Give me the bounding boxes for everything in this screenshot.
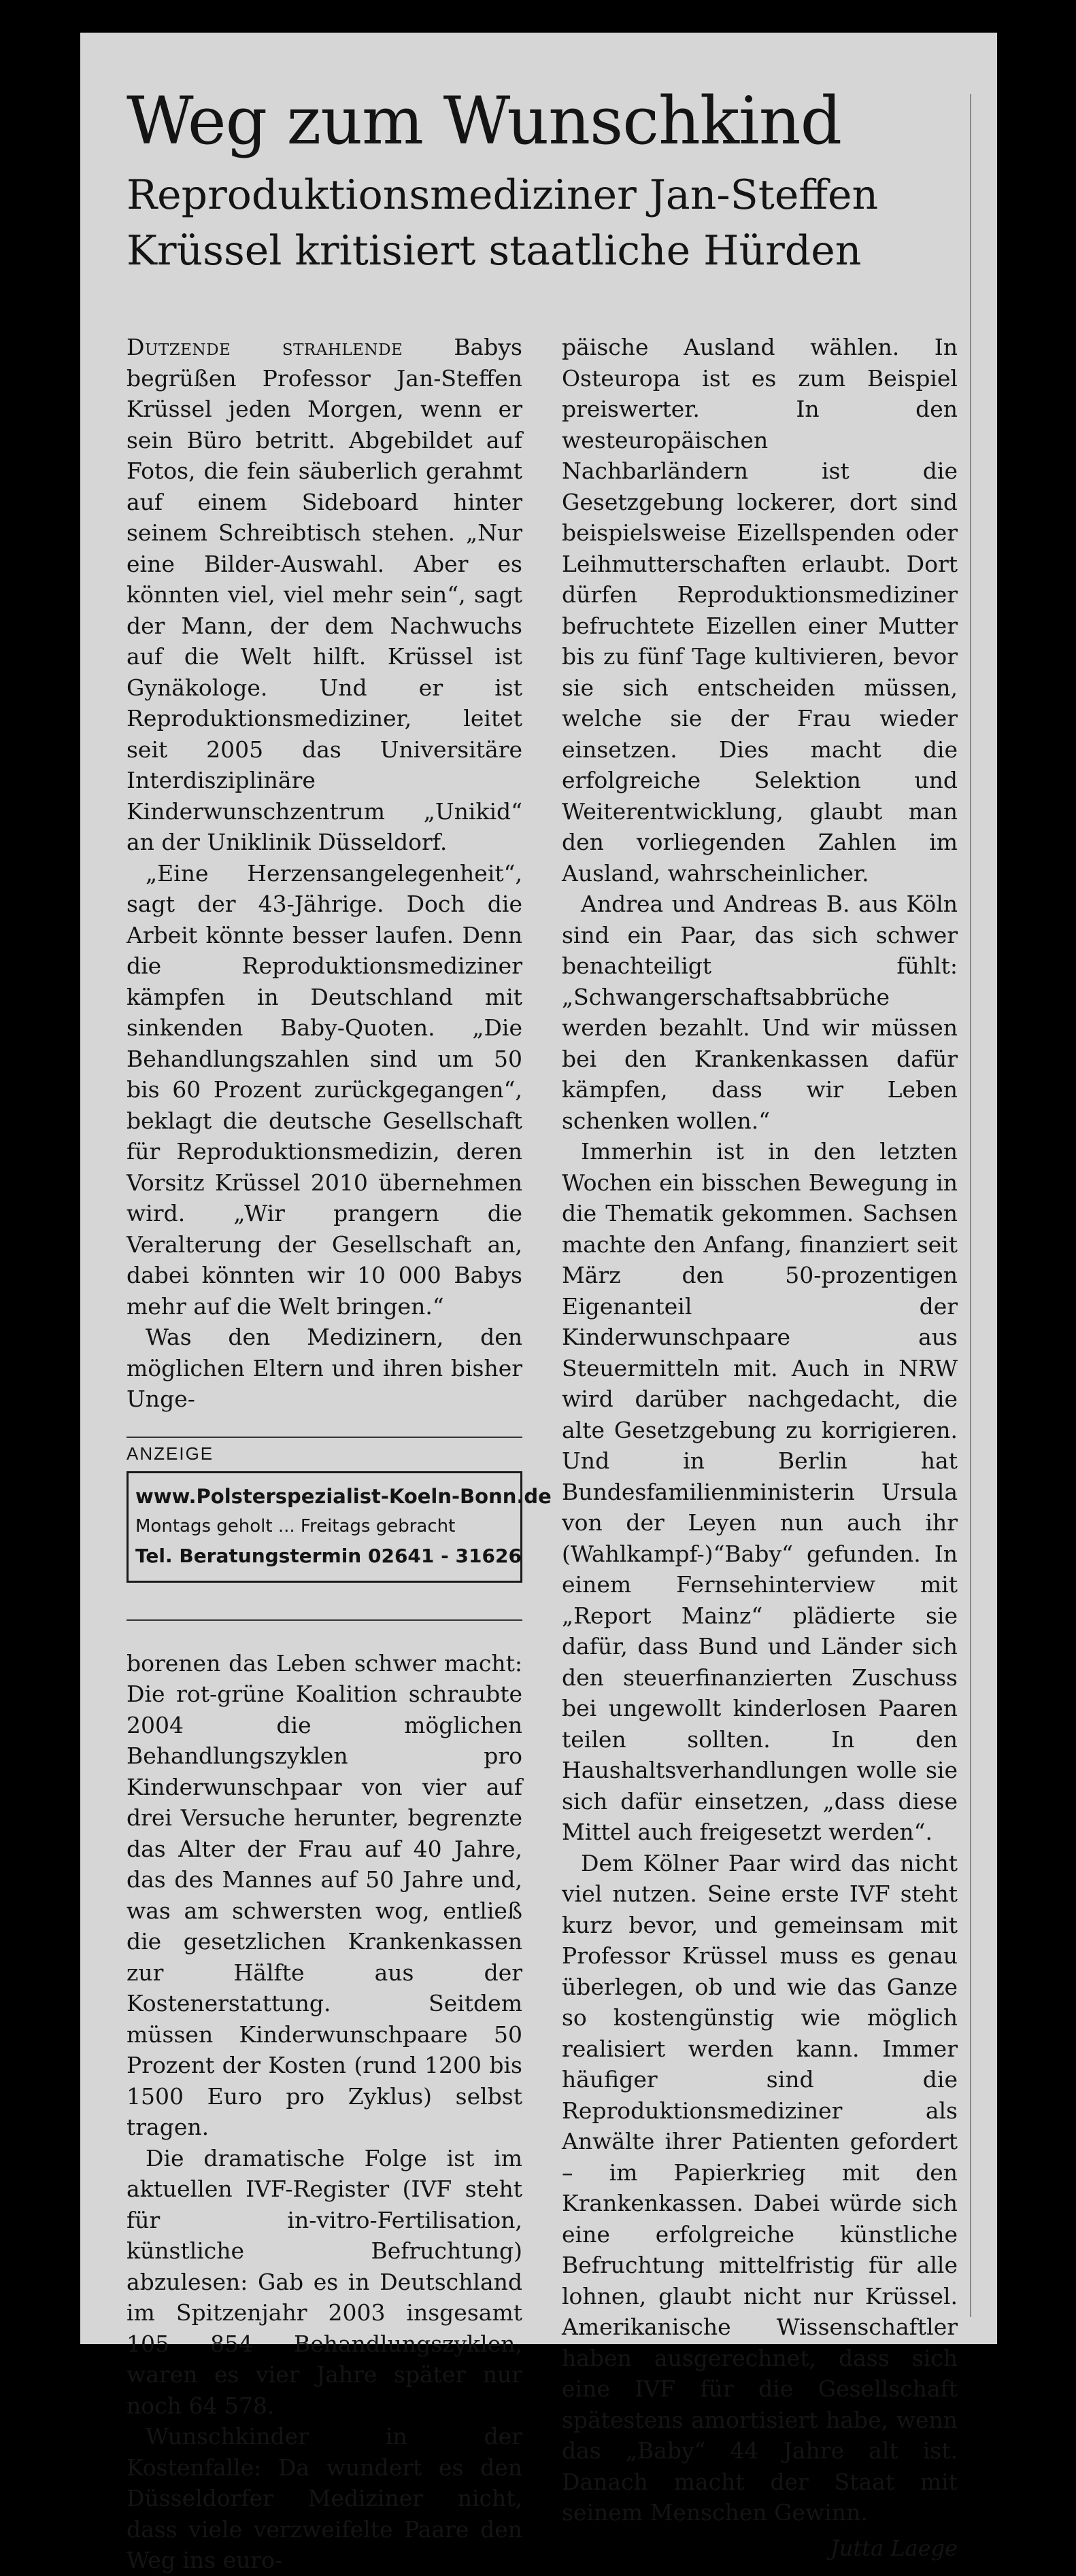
paragraph: „Eine Herzensangelegenheit“, sagt der 43-Jährige. Doch die Arbeit könnte besser laufen. Denn die Reproduktionsmediziner kämpfen in Deutschland mit sinkenden Baby-Quoten. „Die Behandlungszahlen sind um 50 bis 60 Prozent zurückgegangen“, beklagt die deutsche Gesellschaft für Reproduktionsmedizin, deren Vorsitz Krüssel 2010 übernehmen wird. „Wir prangern die Veralterung der Gesellschaft an, dabei könnten wir 10 000 Babys mehr auf die Welt bringen.“ bbox=[127, 859, 522, 1320]
newspaper-clipping bbox=[80, 33, 997, 2573]
subheadline-line-1: Reproduktionsmediziner Jan-Steffen bbox=[127, 171, 879, 219]
advertisement bbox=[127, 1471, 552, 1583]
paragraph: Immerhin ist in den letzten Wochen ein bisschen Bewegung in die Thematik gekommen. Sachsen machte den Anfang, finanziert seit März den 50-prozentigen Eigenanteil der Kinderwunschpaare aus Steuermitteln mit. Auch in NRW wird darüber nachgedacht, die alte Gesetzgebung zu korrigieren. Und in Berlin hat Bundesfamilienministerin Ursula von der Leyen nun auch ihr (Wahlkampf-)“Baby“ gefunden. In einem Fernsehinterview mit „Report Mainz“ plädierte sie dafür, dass Bund und Länder sich den steuerfinanzierten Zuschuss bei ungewollt kinderlosen Paaren teilen sollten. In den Haushaltsverhandlungen wolle sie sich dafür einsetzen, „dass diese Mittel auch freigesetzt werden“. bbox=[562, 1138, 958, 1845]
ad-phone: Tel. Beratungstermin 02641 - 31626 bbox=[135, 1544, 522, 1567]
column-right bbox=[562, 332, 958, 2561]
paragraph: Die dramatische Folge ist im aktuellen IVF-Register (IVF steht für in-vitro-Fertilisation, künstliche Befruchtung) abzulesen: Gab es in Deutschland im Spitzenjahr 2003 insgesamt 105 854 Behandlungszyklen, waren es vier Jahre später nur noch 64 578. bbox=[127, 2144, 522, 2419]
subheadline-line-2: Krüssel kritisiert staatliche Hürden bbox=[127, 227, 862, 275]
paragraph: Dutzende strahlende Babys begrüßen Professor Jan-Steffen Krüssel jeden Morgen, wenn er sein Büro betritt. Abgebildet auf Fotos, die fein säuberlich gerahmt auf einem Sideboard hinter seinem Schreibtisch stehen. „Nur eine Bilder-Auswahl. Aber es könnten viel, viel mehr sein“, sagt der Mann, der dem Nachwuchs auf die Welt hilft. Krüssel ist Gynäkologe. Und er ist Reproduktionsmediziner, leitet seit 2005 das Universitäre Interdisziplinäre Kinderwunschzentrum „Unikid“ an der Uniklinik Düsseldorf. bbox=[127, 334, 522, 855]
headline: Weg zum Wunschkind bbox=[127, 83, 842, 159]
paragraph: Dem Kölner Paar wird das nicht viel nutzen. Seine erste IVF steht kurz bevor, und gemeinsam mit Professor Krüssel muss es genau überlegen, ob und wie das Ganze so kostengünstig wie möglich realisiert werden kann. Immer häufiger sind die Reproduktionsmediziner als Anwälte ihrer Patienten gefordert – im Papierkrieg mit den Krankenkassen. Dabei würde sich eine erfolgreiche künstliche Befruchtung mittelfristig für alle lohnen, glaubt nicht nur Krüssel. Amerikanische Wissenschaftler haben ausgerechnet, dass sich eine IVF für die Gesellschaft spätestens amortisiert habe, wenn das „Baby“ 44 Jahre alt ist. Danach macht der Staat mit seinem Menschen Gewinn. bbox=[562, 1849, 958, 2526]
column-left bbox=[127, 332, 552, 2573]
subheadline bbox=[127, 167, 958, 279]
ad-divider-bottom bbox=[127, 1619, 522, 1621]
column-rule bbox=[970, 94, 971, 2317]
article-body bbox=[127, 332, 958, 2573]
paragraph: Was den Medizinern, den möglichen Eltern und ihren bisher Unge- bbox=[127, 1324, 522, 1412]
paragraph: Andrea und Andreas B. aus Köln sind ein Paar, das sich schwer benachteiligt fühlt: „Schwangerschaftsabbrüche werden bezahlt. Und wir müssen bei den Krankenkassen dafür kämpfen, dass wir Leben schenken wollen.“ bbox=[562, 891, 958, 1134]
ad-label: ANZEIGE bbox=[127, 1443, 214, 1464]
author-byline: Jutta Laege bbox=[830, 2535, 958, 2561]
ad-divider bbox=[127, 1437, 522, 1438]
paragraph: Wunschkinder in der Kostenfalle: Da wundert es den Düsseldorfer Mediziner nicht, dass viele verzweifelte Paare den Weg ins euro- bbox=[127, 2423, 522, 2573]
ad-text: Montags geholt ... Freitags gebracht bbox=[135, 1515, 456, 1536]
ad-url: www.Polsterspezialist-Koeln-Bonn.de bbox=[135, 1484, 552, 1508]
paragraph: päische Ausland wählen. In Osteuropa ist es zum Beispiel preiswerter. In den westeuropäischen Nachbarländern ist die Gesetzgebung lockerer, dort sind beispielsweise Eizellspenden oder Leihmutterschaften erlaubt. Dort dürfen Reproduktionsmediziner befruchtete Eizellen einer Mutter bis zu fünf Tage kultivieren, bevor sie sich entscheiden müssen, welche sie der Frau wieder einsetzen. Dies macht die erfolgreiche Selektion und Weiterentwicklung, glaubt man den vorliegenden Zahlen im Ausland, wahrscheinlicher. bbox=[562, 334, 958, 887]
paragraph: borenen das Leben schwer macht: Die rot-grüne Koalition schraubte 2004 die möglichen Behandlungszyklen pro Kinderwunschpaar von vier auf drei Versuche herunter, begrenzte das Alter der Frau auf 40 Jahre, das des Mannes auf 50 Jahre und, was am schwersten wog, entließ die gesetzlichen Krankenkassen zur Hälfte aus der Kostenerstattung. Seitdem müssen Kinderwunschpaare 50 Prozent der Kosten (rund 1200 bis 1500 Euro pro Zyklus) selbst tragen. bbox=[127, 1649, 522, 2140]
lead-in: Dutzende strahlende bbox=[127, 334, 403, 360]
